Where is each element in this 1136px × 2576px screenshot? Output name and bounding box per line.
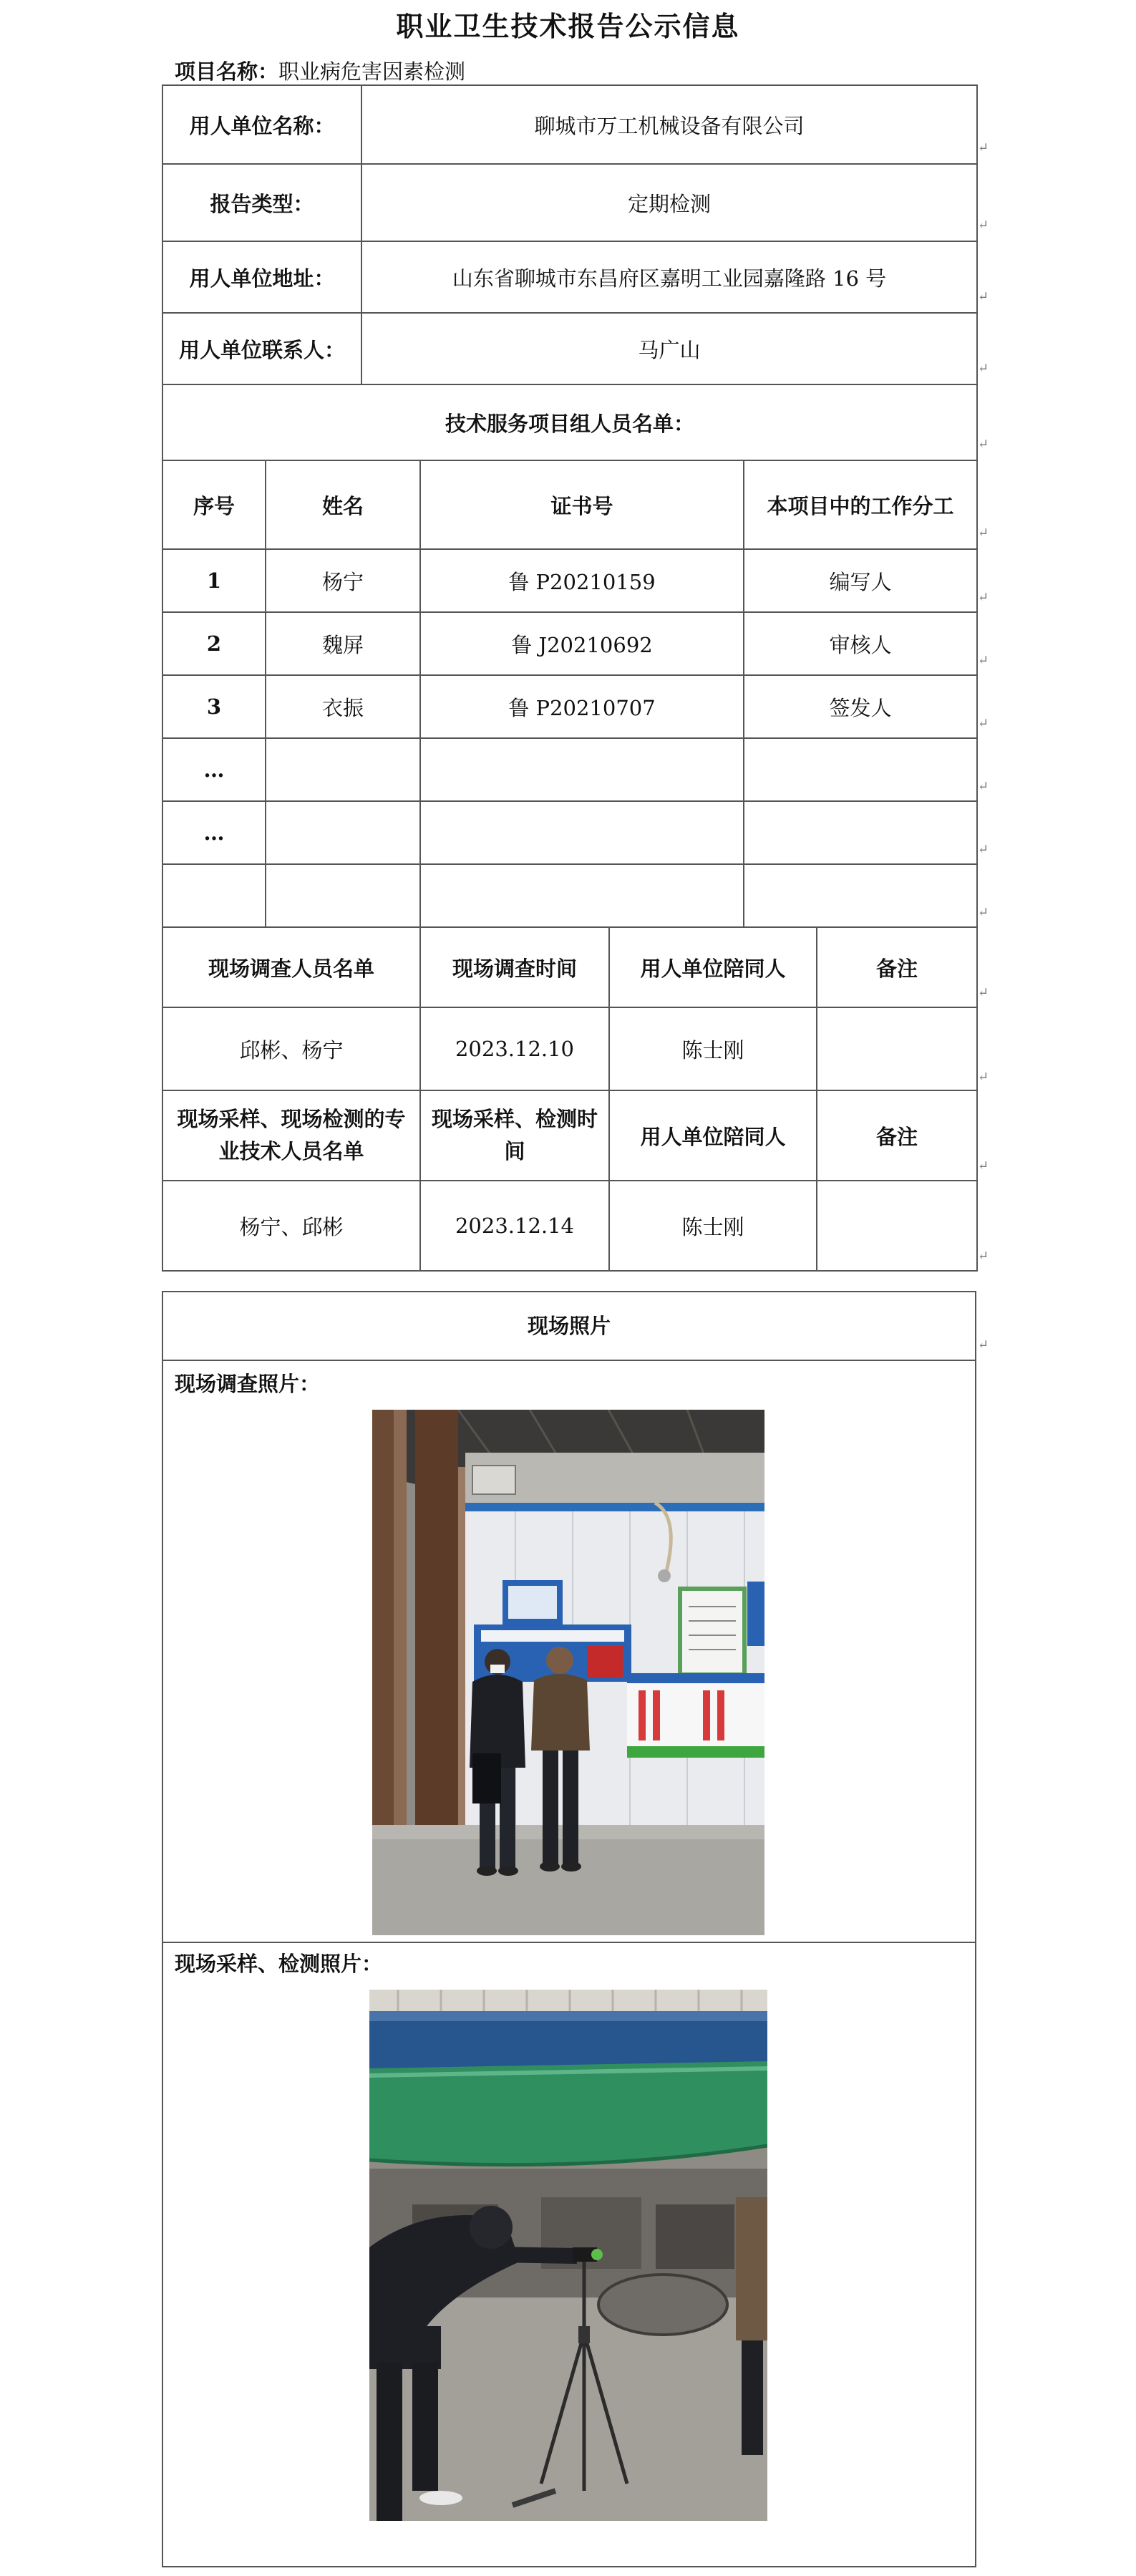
sampling-remark (817, 1181, 977, 1271)
employer-name: 聊城市万工机械设备有限公司 (361, 85, 977, 164)
table-row (162, 801, 977, 864)
paragraph-mark: ↵ (978, 1249, 989, 1264)
sampling-photo (369, 1990, 767, 2521)
project-name-value: 职业病危害因素检测 (278, 59, 466, 84)
survey-photo-label: 现场调查照片： (175, 1372, 321, 1396)
report-type: 定期检测 (361, 164, 977, 241)
team-cell: 魏屏 (266, 612, 420, 675)
team-cell: 鲁 J20210692 (420, 612, 744, 675)
team-cell (266, 738, 420, 801)
survey-header: 备注 (817, 927, 977, 1007)
survey-escort: 陈士刚 (609, 1007, 817, 1090)
team-col-header: 证书号 (420, 460, 744, 549)
paragraph-mark: ↵ (978, 526, 989, 541)
team-cell (744, 801, 977, 864)
team-cell: … (162, 801, 266, 864)
sampling-header: 现场采样、检测时间 (420, 1090, 609, 1181)
team-col-header: 本项目中的工作分工 (744, 460, 977, 549)
team-cell (744, 738, 977, 801)
project-name (175, 56, 465, 85)
paragraph-mark: ↵ (978, 361, 989, 376)
page-title: 职业卫生技术报告公示信息 (396, 10, 740, 42)
paragraph-mark: ↵ (978, 985, 989, 1000)
team-cell (420, 801, 744, 864)
team-cell (266, 864, 420, 927)
survey-photo (372, 1410, 764, 1935)
table-row (162, 612, 977, 675)
photo-section (162, 1291, 976, 2567)
survey-header: 现场调查时间 (420, 927, 609, 1007)
sampling-staff: 杨宁、邱彬 (162, 1181, 420, 1271)
contact: 马广山 (361, 313, 977, 384)
table-row (162, 675, 977, 738)
team-col-header: 姓名 (266, 460, 420, 549)
address-label: 用人单位地址： (162, 241, 361, 313)
table-row (162, 549, 977, 612)
team-cell: … (162, 738, 266, 801)
team-cell: 签发人 (744, 675, 977, 738)
table-row (162, 864, 977, 927)
paragraph-mark: ↵ (978, 842, 989, 857)
team-cell: 编写人 (744, 549, 977, 612)
table-row (162, 738, 977, 801)
paragraph-mark: ↵ (978, 716, 989, 731)
team-cell: 鲁 P20210707 (420, 675, 744, 738)
team-heading: 技术服务项目组人员名单： (162, 384, 977, 460)
team-cell: 2 (162, 612, 266, 675)
team-cell (266, 801, 420, 864)
paragraph-mark: ↵ (978, 1337, 989, 1352)
contact-label: 用人单位联系人： (162, 313, 361, 384)
paragraph-mark: ↵ (978, 905, 989, 920)
team-cell: 衣振 (266, 675, 420, 738)
photo-section-title: 现场照片 (163, 1292, 975, 1361)
photo-divider (163, 1942, 975, 1943)
paragraph-mark: ↵ (978, 218, 989, 233)
paragraph-mark: ↵ (978, 140, 989, 155)
employer-name-label: 用人单位名称： (162, 85, 361, 164)
team-cell (162, 864, 266, 927)
paragraph-mark: ↵ (978, 1070, 989, 1085)
team-cell: 审核人 (744, 612, 977, 675)
sampling-date: 2023.12.14 (420, 1181, 609, 1271)
team-cell: 3 (162, 675, 266, 738)
team-table (162, 460, 978, 928)
team-cell (420, 864, 744, 927)
sampling-photo-label: 现场采样、检测照片： (175, 1952, 383, 1976)
paragraph-mark: ↵ (978, 590, 989, 605)
paragraph-mark: ↵ (978, 779, 989, 794)
sampling-header: 现场采样、现场检测的专业技术人员名单 (162, 1090, 420, 1181)
fieldwork-table (162, 926, 978, 1272)
sampling-header: 用人单位陪同人 (609, 1090, 817, 1181)
team-cell: 1 (162, 549, 266, 612)
project-name-label: 项目名称： (175, 59, 279, 84)
info-table (162, 84, 978, 461)
team-cell (420, 738, 744, 801)
team-cell: 杨宁 (266, 549, 420, 612)
survey-remark (817, 1007, 977, 1090)
sampling-header: 备注 (817, 1090, 977, 1181)
survey-staff: 邱彬、杨宁 (162, 1007, 420, 1090)
survey-date: 2023.12.10 (420, 1007, 609, 1090)
paragraph-mark: ↵ (978, 437, 989, 452)
paragraph-mark: ↵ (978, 653, 989, 668)
survey-header: 现场调查人员名单 (162, 927, 420, 1007)
address: 山东省聊城市东昌府区嘉明工业园嘉隆路 16 号 (361, 241, 977, 313)
survey-header: 用人单位陪同人 (609, 927, 817, 1007)
report-type-label: 报告类型： (162, 164, 361, 241)
team-col-header: 序号 (162, 460, 266, 549)
paragraph-mark: ↵ (978, 1158, 989, 1173)
team-cell: 鲁 P20210159 (420, 549, 744, 612)
paragraph-mark: ↵ (978, 289, 989, 304)
team-cell (744, 864, 977, 927)
sampling-escort: 陈士刚 (609, 1181, 817, 1271)
